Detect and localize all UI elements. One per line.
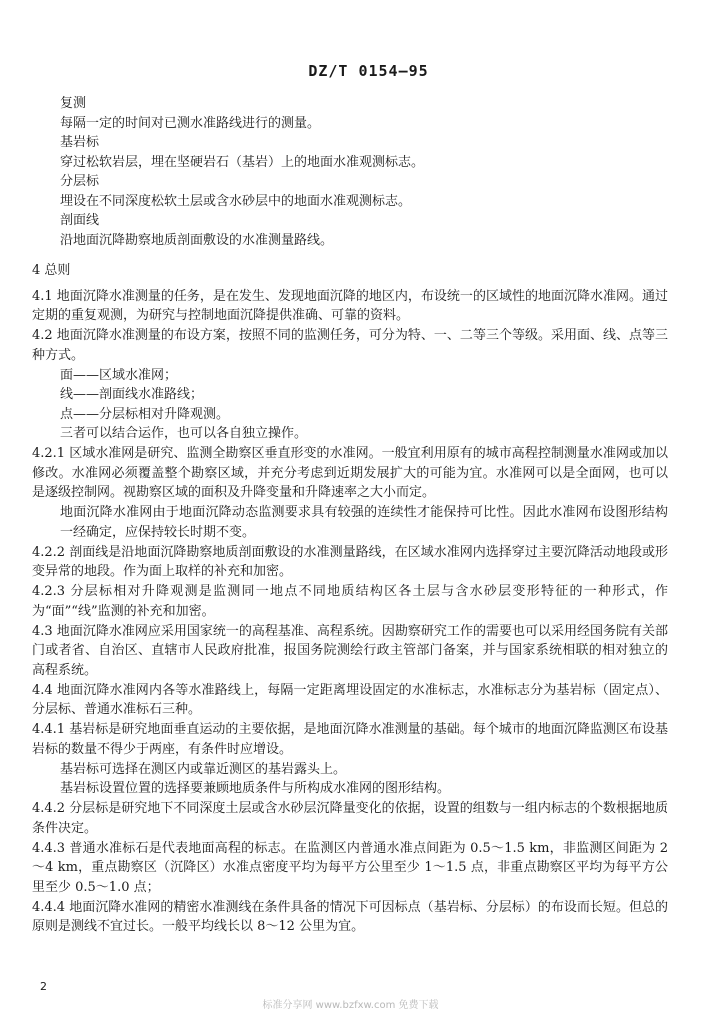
term-layered-mark: 分层标 bbox=[60, 174, 100, 189]
clause-4-4-4: 4.4.4 地面沉降水准网的精密水准测线在条件具备的情况下可因标点（基岩标、分层标）的布设而长短。但总的原则是测线不宜过长。一般平均线长以 8～12 公里为宜。 bbox=[32, 899, 668, 934]
clause-4-4-1-note-1: 基岩标可选择在测区内或靠近测区的基岩露头上。 bbox=[60, 761, 347, 777]
list-item-line: 线——剖面线水准路线； bbox=[60, 387, 204, 402]
watermark: 标准分享网 www.bzfxw.com 免费下载 bbox=[262, 1000, 439, 1011]
definition-profile-line: 沿地面沉降勘察地质剖面敷设的水准测量路线。 bbox=[60, 232, 334, 248]
page-number: 2 bbox=[40, 980, 47, 993]
list-item-point: 点——分层标相对升降观测。 bbox=[60, 406, 230, 422]
clause-4-4-3: 4.4.3 普通水准标石是代表地面高程的标志。在监测区内普通水准点间距为 0.5～1.5 km，非监测区间距为 2～4 km，重点勘察区（沉降区）水准点密度平均为每平方公里至少 1～1.5 点，非重点勘察区平均为每平方公里至少 0.5～1.0 点； bbox=[32, 840, 668, 895]
term-retest: 复测 bbox=[60, 96, 87, 111]
clause-4-2-1-continued: 地面沉降水准网由于地面沉降动态监测要求具有较强的连续性才能保持可比性。因此水准网布设图形结构一经确定，应保持较长时期不变。 bbox=[60, 505, 668, 540]
definition-retest: 每隔一定的时间对已测水准路线进行的测量。 bbox=[60, 115, 321, 131]
section-heading: 4 总则 bbox=[32, 263, 71, 278]
term-profile-line: 剖面线 bbox=[60, 213, 100, 228]
clause-4-1: 4.1 地面沉降水准测量的任务，是在发生、发现地面沉降的地区内，布设统一的区域性的地面沉降水准网。通过定期的重复观测，为研究与控制地面沉降提供准确、可靠的资料。 bbox=[32, 288, 668, 323]
clause-4-2: 4.2 地面沉降水准测量的布设方案，按照不同的监测任务，可分为特、一、二等三个等级。采用面、线、点等三种方式。 bbox=[32, 328, 668, 363]
definition-layered-mark: 埋设在不同深度松软土层或含水砂层中的地面水准观测标志。 bbox=[60, 193, 412, 209]
combine-note: 三者可以结合运作，也可以各自独立操作。 bbox=[60, 426, 308, 441]
clause-4-2-1: 4.2.1 区域水准网是研究、监测全勘察区垂直形变的水准网。一般宜利用原有的城市高程控制测量水准网或加以修改。水准网必须覆盖整个勘察区域，并充分考虑到近期发展扩大的可能为宜。水准网可以是全面网，也可以是逐级控制网。视勘察区域的面积及升降变量和升降速率之大小而定。 bbox=[32, 446, 668, 500]
definition-bedrock-mark: 穿过松软岩层，埋在坚硬岩石（基岩）上的地面水准观测标志。 bbox=[60, 154, 425, 170]
standard-code-header: DZ/T 0154—95 bbox=[308, 62, 429, 80]
clause-4-4-2: 4.4.2 分层标是研究地下不同深度土层或含水砂层沉降量变化的依据，设置的组数与一组内标志的个数根据地质条件决定。 bbox=[32, 801, 668, 836]
clause-4-4: 4.4 地面沉降水准网内各等水准路线上，每隔一定距离埋设固定的水准标志，水准标志分为基岩标（固定点）、分层标、普通水准标石三种。 bbox=[32, 682, 668, 717]
document-body bbox=[32, 94, 668, 937]
term-bedrock-mark: 基岩标 bbox=[60, 135, 100, 150]
clause-4-4-1-note-2: 基岩标设置位置的选择要兼顾地质条件与所构成水准网的图形结构。 bbox=[60, 781, 451, 796]
clause-4-3: 4.3 地面沉降水准网应采用国家统一的高程基准、高程系统。因勘察研究工作的需要也可以采用经国务院有关部门或者省、自治区、直辖市人民政府批准，报国务院测绘行政主管部门备案，并与国家系统相联的相对独立的高程系统。 bbox=[32, 623, 668, 678]
clause-4-2-3: 4.2.3 分层标相对升降观测是监测同一地点不同地质结构区各土层与含水砂层变形特征的一种形式，作为“面”“线”监测的补充和加密。 bbox=[32, 584, 668, 619]
list-item-area: 面——区域水准网； bbox=[60, 367, 178, 383]
clause-4-2-2: 4.2.2 剖面线是沿地面沉降勘察地质剖面敷设的水准测量路线，在区域水准网内选择穿过主要沉降活动地段或形变异常的地段。作为面上取样的补充和加密。 bbox=[32, 544, 668, 579]
clause-4-4-1: 4.4.1 基岩标是研究地面垂直运动的主要依据，是地面沉降水准测量的基础。每个城市的地面沉降监测区布设基岩标的数量不得少于两座，有条件时应增设。 bbox=[32, 722, 668, 757]
